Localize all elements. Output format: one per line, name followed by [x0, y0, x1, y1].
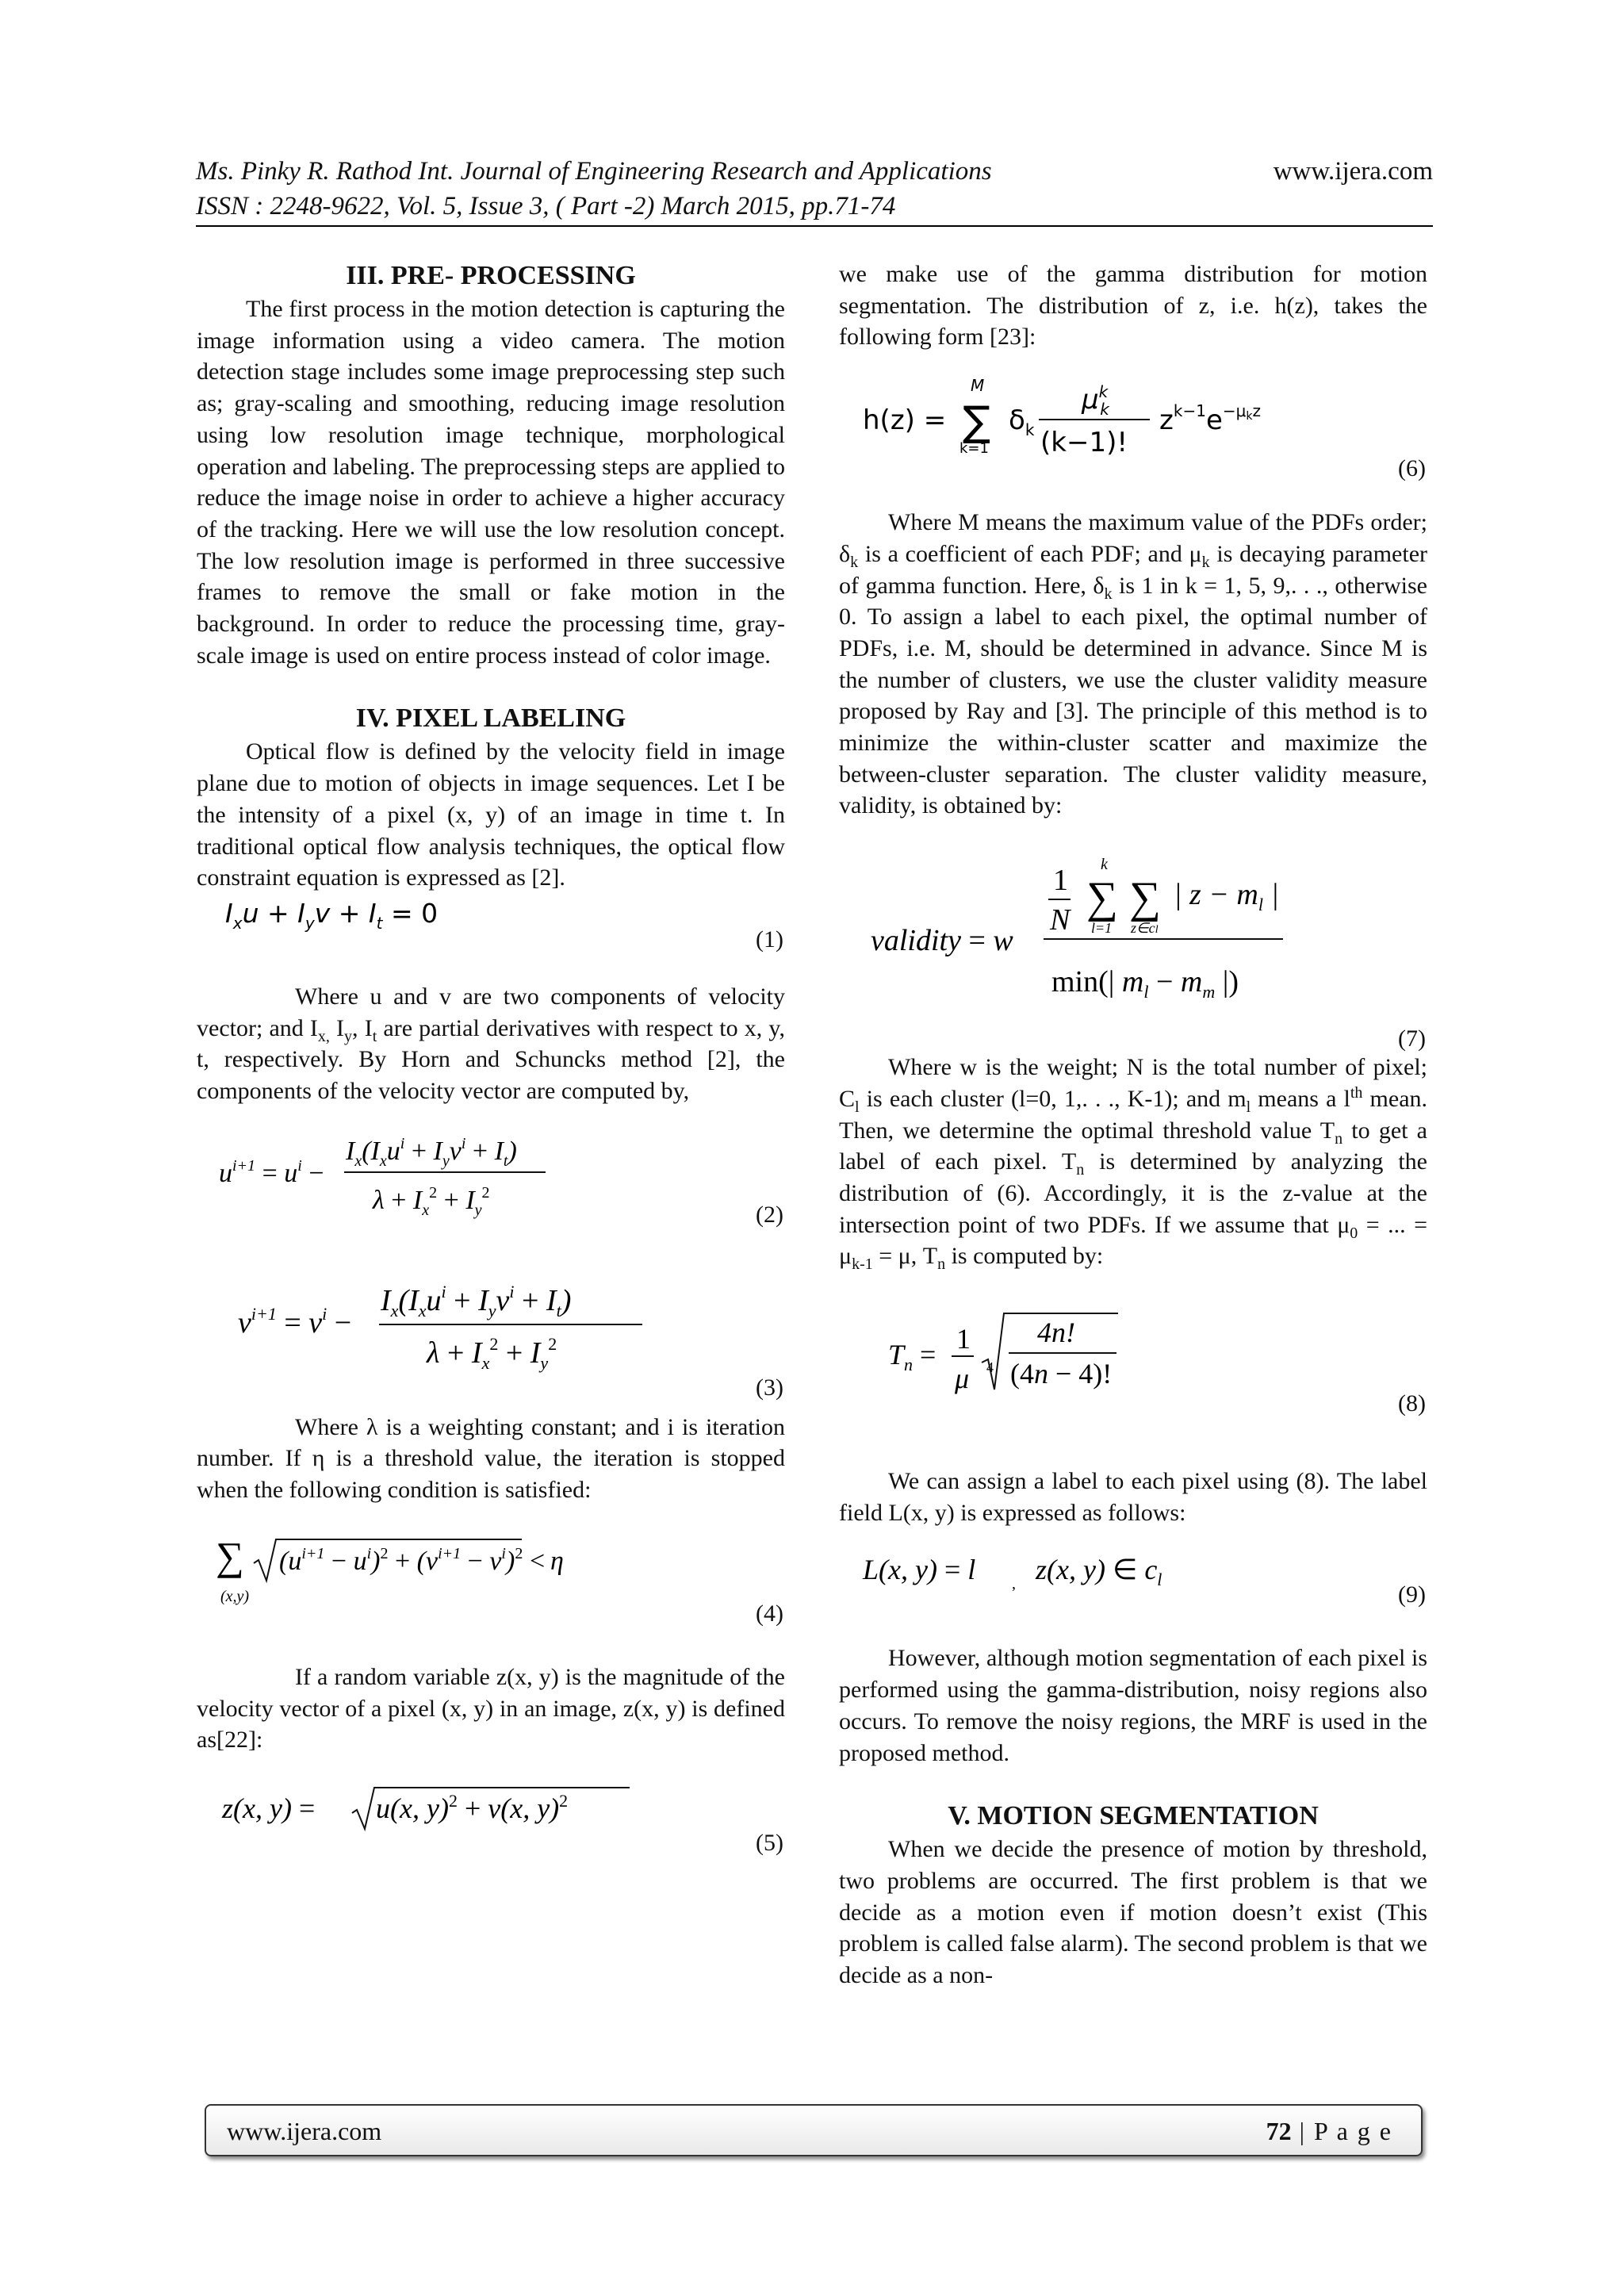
header-website[interactable]: www.ijera.com [1273, 157, 1433, 186]
svg-text:(k−1)!: (k−1)! [1040, 427, 1128, 459]
svg-text:,: , [1012, 1575, 1016, 1593]
equation-8-formula [839, 1310, 1315, 1405]
page-number [1266, 2117, 1392, 2146]
svg-text:1: 1 [956, 1323, 971, 1355]
section-5-paragraph: When we decide the presence of motion by threshold, two problems are occurred. The first problem is that we decide as a motion even if motion doesn’t exist (This problem is called false alarm). The second problem is that we decide as a non- [839, 1836, 1427, 1989]
svg-text:vi+1 = vi −: $v^{i+1} = v^i$ − [238, 1303, 352, 1340]
equation-6 [839, 364, 1427, 496]
svg-text:∑: ∑ [963, 398, 991, 447]
equation-3 [197, 1278, 785, 1405]
svg-text:Ix(Ixui + Iyvi + It): $I_x(I_xu^i + I_yv^i + I_t)$ [346, 1134, 517, 1170]
section-4-paragraph-3: Where λ is a weighting constant; and i is iteration number. If η is a threshold value, the iteration is stopped when the following condition is satisfied: [197, 1413, 785, 1504]
svg-text:δk: $\delta_k$ [1009, 404, 1035, 440]
equation-2 [197, 1123, 785, 1278]
page-label: | P a g e [1291, 2117, 1392, 2145]
svg-text:∑: ∑ [1086, 873, 1118, 923]
right-column [839, 259, 1427, 1991]
section-3-paragraph: The first process in the motion detection is capturing the image information using a video camera. The motion detection stage includes some image preprocessing step such as; gray-scaling and smoothing, reducing image resolution using low resolution image technique, morphological operation and labeling. The preprocessing steps are applied to reduce the image noise in order to achieve a higher accuracy of the tracking. Here we will use the low resolution concept. The low resolution image is performed in three successive frames to remove the small or fake motion in the background. In order to reduce the processing time, gray-scale image is used on entire process instead of color image. [197, 296, 785, 669]
svg-text:1: 1 [1053, 864, 1068, 898]
equation-5-number: (5) [756, 1829, 783, 1856]
svg-text:(4n − 4)!: (4n − 4)! [1010, 1358, 1113, 1390]
section-4-paragraph-4: If a random variable z(x, y) is the magnitude of the velocity vector of a pixel (x, y) in an image, z(x, y) is defined as[22]: [197, 1663, 785, 1754]
equation-9-number: (9) [1398, 1581, 1426, 1608]
equation-8-number: (8) [1398, 1390, 1426, 1417]
svg-text:min(| ml − mm |): min(| $m_l - m_m$ |) [1051, 965, 1239, 1002]
header-journal: Ms. Pinky R. Rathod Int. Journal of Engineering Research and Applications [196, 157, 992, 186]
equation-7-formula [839, 844, 1315, 1018]
svg-text:k: k [1101, 856, 1108, 874]
svg-text:Tn =: $T_n$ = [888, 1339, 936, 1375]
right-paragraph-2: Where M means the maximum value of the PDFs order; $\delta_k$ is a coefficient of each PDF; and $\mu_k$ is decaying parameter of gamma function. Here, $\delta_k$ is 1 in k = 1, 5, 9,. . ., otherwise 0. To assign a label to each pixel, the optimal number of PDFs, i.e. M, should be determined in advance. Since M is the number of clusters, we use the cluster validity measure proposed by Ray and [3]. The principle of this method is to minimize the within-cluster scatter and maximize the between-cluster separation. The cluster validity measure, validity, is obtained by: [839, 509, 1427, 819]
equation-8 [839, 1310, 1427, 1458]
equation-3-number: (3) [756, 1374, 783, 1401]
header-issn: ISSN : 2248-9622, Vol. 5, Issue 3, ( Part -2) March 2015, pp.71-74 [196, 192, 896, 220]
equation-1-number: (1) [756, 926, 783, 953]
svg-text:z∈cl: z∈cl [1131, 920, 1159, 937]
right-paragraph-4: We can assign a label to each pixel using (8). The label field L(x, y) is expressed as follows: [839, 1468, 1427, 1526]
svg-text:(x,y): (x,y) [220, 1587, 250, 1605]
svg-text:ui+1 = ui −: $u^{i+1} = u^i$ − [219, 1156, 324, 1188]
equation-9-formula [839, 1547, 1315, 1603]
svg-text:Ixu + Iyv + It = 0: $I_xu + I_yv + I_t = 0$ [225, 897, 439, 933]
equation-3-formula [197, 1278, 672, 1374]
equation-6-formula [839, 364, 1315, 467]
page-footer [205, 2104, 1423, 2156]
running-header [196, 154, 1433, 189]
svg-text:Ix(Ixui + Iyvi + It): $I_x(I_xu^i + I_yv^i + I_t)$ [381, 1281, 572, 1320]
equation-1-formula [197, 894, 641, 933]
section-5-title: V. MOTION SEGMENTATION [948, 1801, 1319, 1831]
section-4-paragraph-1: Optical flow is defined by the velocity field in image plane due to motion of objects in image sequences. Let I be the intensity of a pixel (x, y) of an image in time t. In traditional optical flow analysis techniques, the optical flow constraint equation is expressed as [2]. [197, 738, 785, 891]
svg-text:l=1: l=1 [1091, 920, 1113, 937]
page-number-value: 72 [1266, 2117, 1292, 2145]
svg-text:L(x, y) = l: L(x, y) = l [863, 1554, 976, 1586]
equation-2-number: (2) [756, 1201, 783, 1228]
right-paragraph-3: Where w is the weight; N is the total number of pixel; $C_l$ is each cluster (l=0, 1,. . ., K-1); and $m_l$ means a $l^{th}$ mean. Then, we determine the optimal threshold value $T_n$ to get a label of each pixel. $T_n$ is determined by analyzing the distribution of (6). Accordingly, it is the z-value at the intersection point of two PDFs. If we assume that $\mu_0$ = ... = $\mu_{k-1} = \mu$, $T_n$ is computed by: [839, 1054, 1428, 1274]
equation-5 [197, 1778, 785, 1873]
svg-text:∑: ∑ [1129, 873, 1161, 923]
svg-text:validity = w: validity = w [871, 924, 1013, 958]
equation-4-formula [197, 1531, 672, 1611]
svg-text:| z − ml |: | $z - m_l$ | [1174, 878, 1279, 915]
equation-2-formula [197, 1123, 672, 1226]
equation-7-number: (7) [1398, 1025, 1426, 1052]
svg-text:u(x, y)2 + v(x, y)2: u(x, y)$^2$ + v(x, y)$^2$ [376, 1790, 569, 1824]
equation-5-formula [197, 1778, 672, 1842]
section-4-paragraph-2: Where u and v are two components of velocity vector; and $I_{x,}$ $I_y$, $I_t$ are partial derivatives with respect to x, y, t, respectively. By Horn and Schuncks method [2], the components of the velocity vector are computed by, [197, 983, 785, 1105]
svg-text:N: N [1050, 903, 1071, 937]
svg-text:<: < [530, 1546, 546, 1576]
svg-text:z(x, y) =: z(x, y) = [222, 1792, 316, 1824]
equation-6-number: (6) [1398, 455, 1426, 482]
svg-text:k=1: k=1 [959, 440, 989, 458]
equation-4-number: (4) [756, 1600, 783, 1627]
svg-text:λ + Ix2 + Iy2: $\lambda + I_x^2 + I_y^2$ [373, 1183, 490, 1219]
equation-1 [197, 894, 785, 951]
right-paragraph-5: However, although motion segmentation of each pixel is performed using the gamma-distribution, noisy regions also occurs. To remove the noisy regions, the MRF is used in the proposed method. [839, 1645, 1427, 1766]
svg-text:4: 4 [986, 1359, 994, 1376]
svg-text:(ui+1 − ui)2 + (vi+1 − vi)2: $(u^{i+1} - u^i)^2 + (v^{i+1} - v^i)^2$ [279, 1544, 523, 1576]
svg-text:μ: μ [955, 1363, 970, 1395]
section-3-title: III. PRE- PROCESSING [346, 261, 636, 290]
right-paragraph-1: we make use of the gamma distribution for motion segmentation. The distribution of z, i.e. h(z), takes the following form [23]: [839, 261, 1427, 351]
equation-4 [197, 1531, 785, 1658]
svg-text:M: M [971, 376, 985, 396]
header-rule [196, 225, 1433, 227]
svg-text:λ + Ix2 + Iy2: $\lambda + I_x^2 + I_y^2$ [427, 1333, 557, 1373]
footer-website[interactable]: www.ijera.com [227, 2117, 382, 2145]
svg-text:4n!: 4n! [1037, 1317, 1075, 1349]
section-4-title: IV. PIXEL LABELING [355, 703, 626, 734]
left-column [197, 259, 785, 1873]
svg-text:z(x, y) ∈ cl: z(x, y) ∈ $c_l$ [1036, 1554, 1162, 1590]
svg-text:μkk: $\mu^k$ k [1082, 382, 1109, 420]
svg-text:zk−1e−μkz: $z^{k-1}e^{-\mu}kz$ [1159, 401, 1261, 437]
equation-7 [839, 844, 1427, 1052]
equation-9 [839, 1547, 1427, 1642]
svg-text:∑: ∑ [216, 1533, 244, 1578]
svg-text:η: η [550, 1546, 564, 1576]
svg-text:h(z) =: h(z) = [863, 404, 947, 437]
